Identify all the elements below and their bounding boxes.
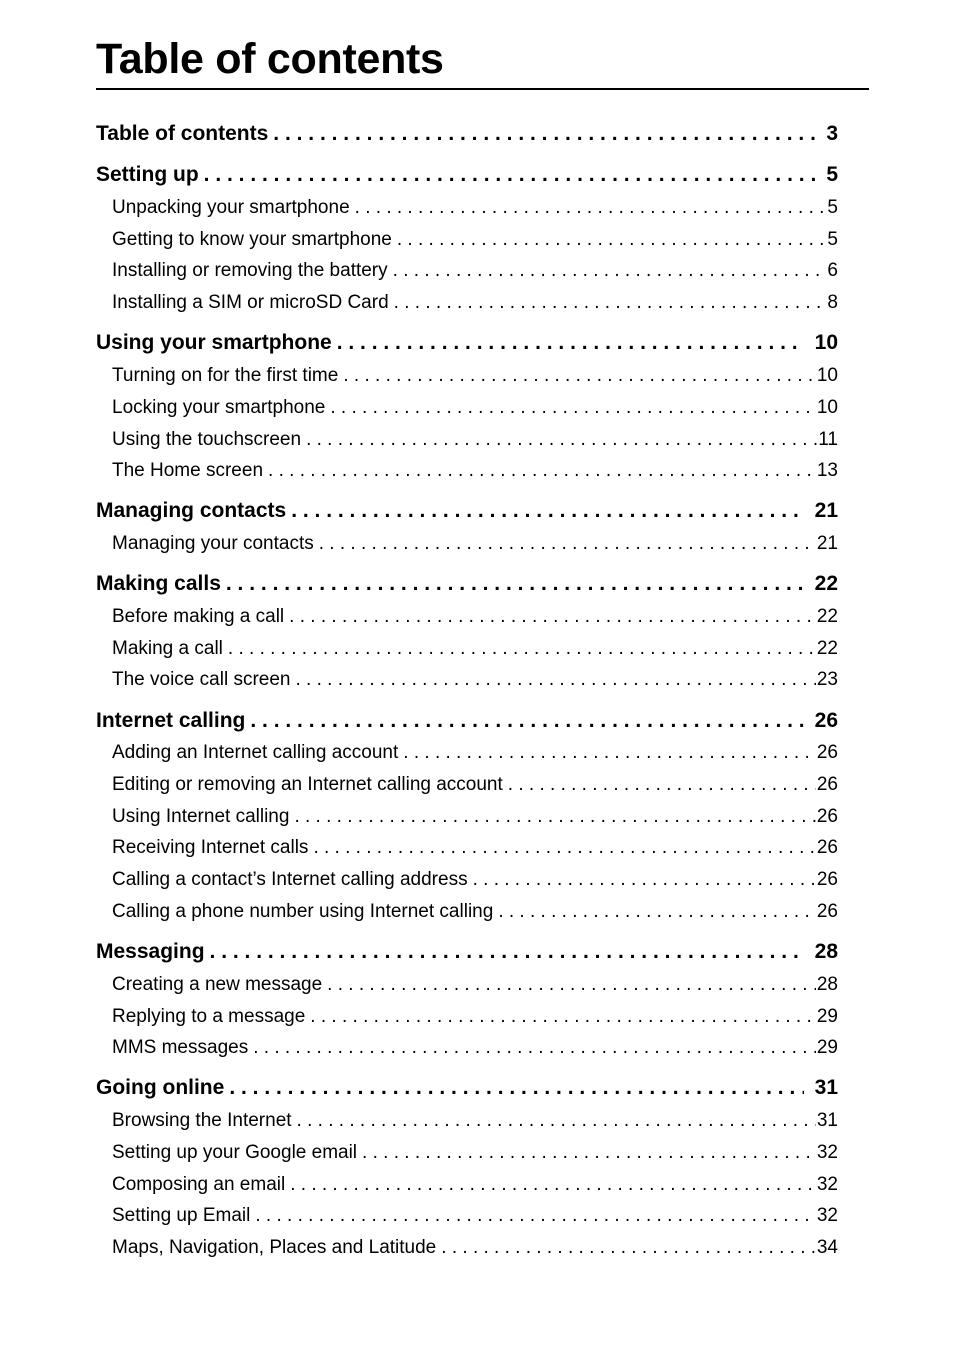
toc-entry-title: Unpacking your smartphone <box>112 197 350 218</box>
dot-leader <box>268 458 816 484</box>
toc-entry-title: Managing contacts <box>96 499 287 522</box>
toc-section-entry[interactable] <box>112 227 838 253</box>
toc-page-number: 21 <box>814 499 838 522</box>
toc-page-number: 22 <box>814 572 838 595</box>
toc-page-number: 32 <box>816 1205 838 1226</box>
toc-section-entry[interactable] <box>112 395 838 421</box>
toc-page-number: 6 <box>827 260 838 281</box>
dot-leader <box>255 1203 816 1229</box>
toc-page-number: 26 <box>816 869 838 890</box>
toc-page-number: 31 <box>814 1076 838 1099</box>
toc-page-number: 10 <box>816 365 838 386</box>
dot-leader <box>508 772 816 798</box>
toc-page-number: 5 <box>827 197 838 218</box>
toc-page-number: 29 <box>816 1037 838 1058</box>
toc-section-entry[interactable] <box>112 195 838 221</box>
toc-entry-title: Installing a SIM or microSD Card <box>112 292 389 313</box>
toc-page-number: 34 <box>816 1237 838 1258</box>
dot-leader <box>393 258 827 284</box>
dot-leader <box>473 867 816 893</box>
toc-entry-title: Messaging <box>96 940 205 963</box>
toc-entry-title: Replying to a message <box>112 1006 306 1027</box>
toc-entry-title: Browsing the Internet <box>112 1110 292 1131</box>
toc-entry-title: Table of contents <box>96 122 269 145</box>
toc-page-number: 13 <box>816 460 838 481</box>
toc-page-number: 29 <box>816 1006 838 1027</box>
toc-page-number: 26 <box>816 774 838 795</box>
toc-entry-title: Using your smartphone <box>96 331 332 354</box>
toc-page-number: 26 <box>814 709 838 732</box>
toc-entry-title: Turning on for the first time <box>112 365 339 386</box>
toc-entry-title: The Home screen <box>112 460 264 481</box>
dot-leader <box>306 427 817 453</box>
dot-leader <box>310 1004 816 1030</box>
toc-page-number: 22 <box>816 606 838 627</box>
dot-leader <box>355 195 827 221</box>
toc-entry-title: MMS messages <box>112 1037 249 1058</box>
toc-section-entry[interactable] <box>112 740 838 766</box>
dot-leader <box>295 667 815 693</box>
toc-section-entry[interactable] <box>112 1140 838 1166</box>
toc-chapter-entry[interactable] <box>96 707 838 735</box>
toc-page-number: 28 <box>816 974 838 995</box>
toc-entry-title: Receiving Internet calls <box>112 837 309 858</box>
dot-leader <box>337 329 804 357</box>
dot-leader <box>319 531 816 557</box>
dot-leader <box>250 707 803 735</box>
toc-entry-title: The voice call screen <box>112 669 291 690</box>
toc-entry-title: Calling a contact’s Internet calling address <box>112 869 468 890</box>
toc-page-number: 28 <box>814 940 838 963</box>
toc-chapter-entry[interactable] <box>96 161 838 189</box>
toc-section-entry[interactable] <box>112 1172 838 1198</box>
dot-leader <box>343 363 816 389</box>
toc-chapter-entry[interactable] <box>96 1074 838 1102</box>
toc-entry-title: Setting up Email <box>112 1205 251 1226</box>
toc-page-number: 22 <box>816 638 838 659</box>
dot-leader <box>290 1172 816 1198</box>
toc-entry-title: Installing or removing the battery <box>112 260 388 281</box>
dot-leader <box>441 1235 816 1261</box>
toc-section-entry[interactable] <box>112 458 838 484</box>
dot-leader <box>330 395 816 421</box>
toc-section-entry[interactable] <box>112 867 838 893</box>
dot-leader <box>253 1035 816 1061</box>
toc-section-entry[interactable] <box>112 531 838 557</box>
toc-page-number: 23 <box>816 669 838 690</box>
dot-leader <box>228 636 816 662</box>
toc-entry-title: Making calls <box>96 572 221 595</box>
dot-leader <box>498 899 816 925</box>
dot-leader <box>291 497 803 525</box>
toc-page-number: 5 <box>826 163 838 186</box>
page-title: Table of contents <box>96 35 444 83</box>
toc-page-number: 32 <box>816 1174 838 1195</box>
toc-entry-title: Calling a phone number using Internet calling <box>112 901 494 922</box>
toc-entry-title: Internet calling <box>96 709 246 732</box>
toc-entry-title: Going online <box>96 1076 225 1099</box>
toc-entry-title: Making a call <box>112 638 223 659</box>
toc-chapter-entry[interactable] <box>96 938 838 966</box>
toc-section-entry[interactable] <box>112 1035 838 1061</box>
dot-leader <box>403 740 816 766</box>
toc-page-number: 10 <box>816 397 838 418</box>
toc-section-entry[interactable] <box>112 835 838 861</box>
dot-leader <box>362 1140 816 1166</box>
toc-section-entry[interactable] <box>112 604 838 630</box>
toc-page-number: 3 <box>826 122 838 145</box>
dot-leader <box>327 972 816 998</box>
dot-leader <box>229 1074 803 1102</box>
dot-leader <box>210 938 804 966</box>
toc-section-entry[interactable] <box>112 1203 838 1229</box>
dot-leader <box>394 290 827 316</box>
toc-page-number: 26 <box>816 806 838 827</box>
toc-section-entry[interactable] <box>112 636 838 662</box>
toc-entry-title: Setting up your Google email <box>112 1142 358 1163</box>
toc-entry-title: Managing your contacts <box>112 533 314 554</box>
toc-page-number: 21 <box>816 533 838 554</box>
toc-page-number: 26 <box>816 837 838 858</box>
toc-chapter-entry[interactable] <box>96 329 838 357</box>
toc-page-number: 8 <box>827 292 838 313</box>
toc-entry-title: Getting to know your smartphone <box>112 229 392 250</box>
toc-section-entry[interactable] <box>112 804 838 830</box>
toc-entry-title: Locking your smartphone <box>112 397 326 418</box>
dot-leader <box>294 804 815 830</box>
toc-section-entry[interactable] <box>112 1108 838 1134</box>
toc-section-entry[interactable] <box>112 972 838 998</box>
toc-section-entry[interactable] <box>112 363 838 389</box>
toc-section-entry[interactable] <box>112 427 838 453</box>
toc-section-entry[interactable] <box>112 667 838 693</box>
toc-chapter-entry[interactable] <box>96 497 838 525</box>
toc-section-entry[interactable] <box>112 772 838 798</box>
toc-entry-title: Before making a call <box>112 606 285 627</box>
dot-leader <box>273 120 815 148</box>
toc-entry-title: Adding an Internet calling account <box>112 742 399 763</box>
dot-leader <box>226 570 804 598</box>
dot-leader <box>313 835 815 861</box>
toc-section-entry[interactable] <box>112 1235 838 1261</box>
toc-page-number: 10 <box>814 331 838 354</box>
toc-entry-title: Composing an email <box>112 1174 286 1195</box>
dot-leader <box>204 161 816 189</box>
toc-chapter-entry[interactable] <box>96 120 838 148</box>
toc-entry-title: Using Internet calling <box>112 806 290 827</box>
toc-entry-title: Creating a new message <box>112 974 323 995</box>
dot-leader <box>397 227 827 253</box>
toc-chapter-entry[interactable] <box>96 570 838 598</box>
toc-page-number: 31 <box>816 1110 838 1131</box>
toc-entry-title: Using the touchscreen <box>112 429 302 450</box>
toc-page-number: 26 <box>816 901 838 922</box>
dot-leader <box>297 1108 816 1134</box>
dot-leader <box>289 604 816 630</box>
toc-page-number: 5 <box>827 229 838 250</box>
toc-entry-title: Setting up <box>96 163 199 186</box>
toc-page-number: 32 <box>816 1142 838 1163</box>
toc-page-number: 26 <box>816 742 838 763</box>
toc-entry-title: Editing or removing an Internet calling account <box>112 774 503 795</box>
toc-section-entry[interactable] <box>112 258 838 284</box>
toc-section-entry[interactable] <box>112 899 838 925</box>
toc-section-entry[interactable] <box>112 1004 838 1030</box>
toc-section-entry[interactable] <box>112 290 838 316</box>
toc-page-number: 11 <box>818 429 838 450</box>
toc-entry-title: Maps, Navigation, Places and Latitude <box>112 1237 437 1258</box>
